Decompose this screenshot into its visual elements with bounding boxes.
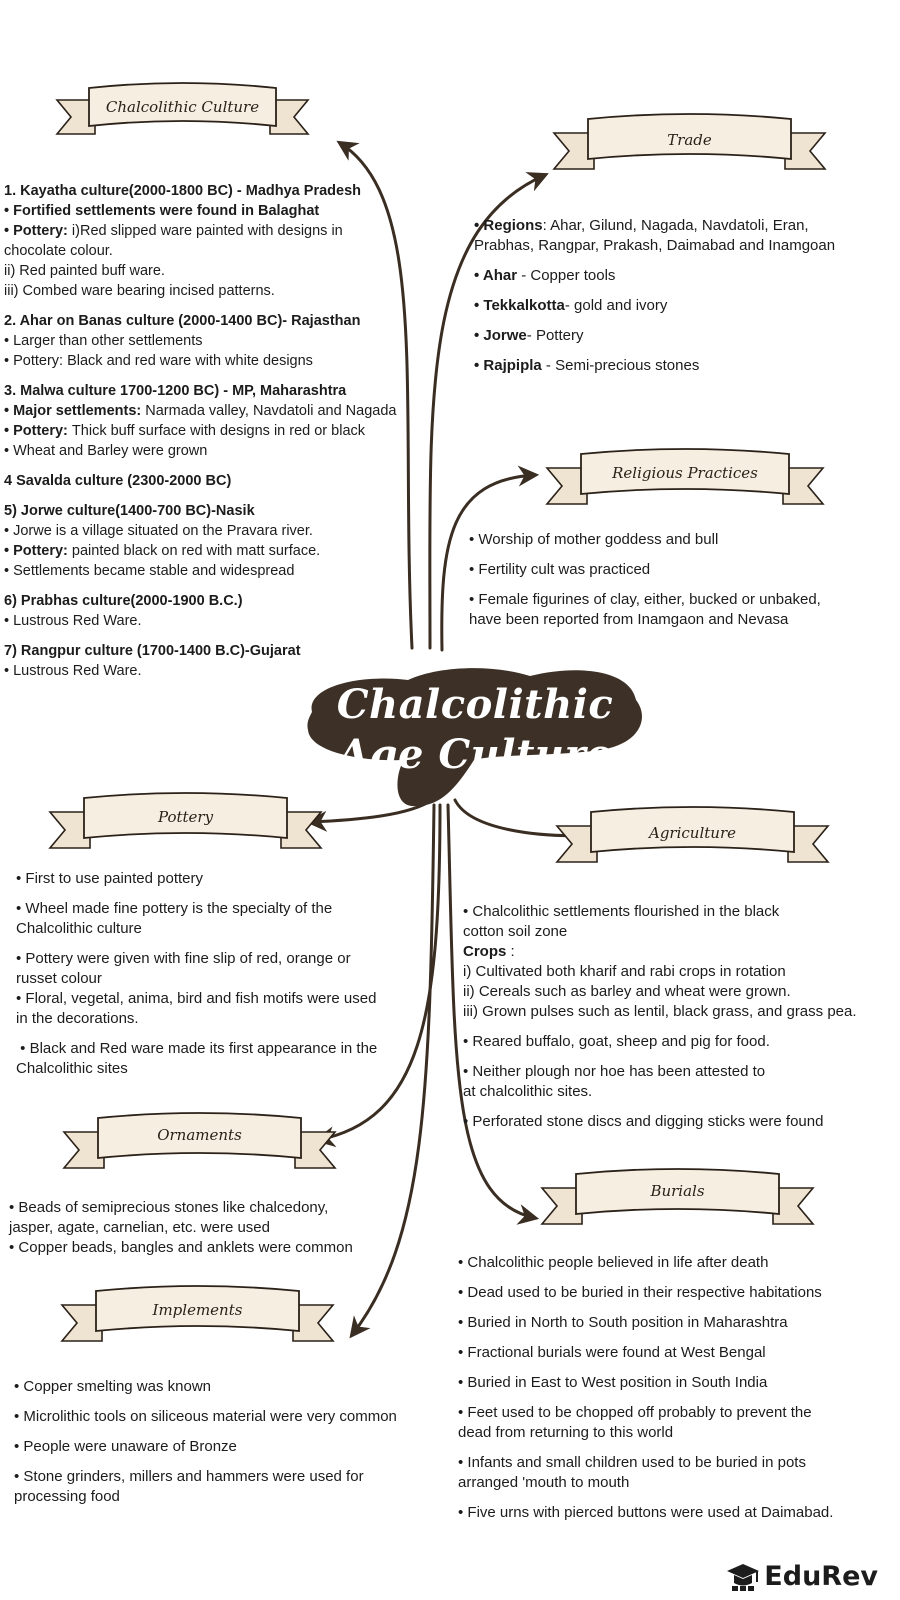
text-span: • Fertility cult was practiced: [469, 561, 651, 578]
text-line: [14, 1437, 444, 1457]
text-span: • Wheat and Barley were grown: [4, 443, 208, 459]
text-span: • First to use painted pottery: [16, 870, 204, 887]
text-span: • Jorwe: [474, 327, 527, 344]
line-gap: [474, 256, 874, 266]
text-line: [4, 311, 434, 331]
text-line: [463, 1112, 888, 1132]
line-gap: [14, 1397, 444, 1407]
banner-title: Pottery: [157, 808, 214, 826]
text-line: [16, 989, 416, 1009]
burials-list: [458, 1253, 878, 1523]
text-line: [4, 241, 434, 261]
line-gap: [16, 1029, 416, 1039]
text-span: • Perforated stone discs and digging sticks were found: [463, 1113, 824, 1130]
text-line: [458, 1313, 878, 1333]
text-span: in the decorations.: [16, 1010, 139, 1027]
text-line: [4, 421, 434, 441]
text-span: ii) Cereals such as barley and wheat were grown.: [463, 983, 791, 1000]
text-span: Crops: [463, 943, 507, 960]
line-gap: [4, 491, 434, 501]
text-span: • Five urns with pierced buttons were used at Daimabad.: [458, 1504, 834, 1521]
text-line: [463, 942, 888, 962]
text-line: [16, 919, 416, 939]
religious-practices-list: [469, 530, 869, 630]
brand-name: EduRev: [764, 1561, 878, 1592]
line-gap: [458, 1363, 878, 1373]
text-line: [458, 1473, 878, 1493]
text-line: [474, 326, 874, 346]
pottery-list: [16, 869, 416, 1079]
line-gap: [474, 346, 874, 356]
banner-ornaments: [62, 1112, 337, 1176]
text-line: [16, 949, 416, 969]
text-line: [4, 661, 434, 681]
text-span: Prabhas, Rangpar, Prakash, Daimabad and Inamgoan: [474, 237, 836, 254]
text-line: [463, 922, 888, 942]
banner-title: Chalcolithic Culture: [105, 98, 260, 116]
line-gap: [4, 301, 434, 311]
text-line: [463, 1062, 888, 1082]
text-span: • Reared buffalo, goat, sheep and pig for food.: [463, 1033, 770, 1050]
text-span: • Pottery:: [4, 223, 72, 239]
text-span: 5) Jorwe culture(1400-700 BC)-Nasik: [4, 503, 255, 519]
text-line: [474, 236, 874, 256]
text-line: [463, 982, 888, 1002]
text-line: [463, 902, 888, 922]
text-span: at chalcolithic sites.: [463, 1083, 593, 1100]
text-span: jasper, agate, carnelian, etc. were used: [9, 1219, 270, 1236]
text-span: • Lustrous Red Ware.: [4, 613, 142, 629]
text-line: [4, 441, 434, 461]
text-span: Thick buff surface with designs in red or black: [71, 423, 366, 439]
line-gap: [458, 1333, 878, 1343]
text-line: [4, 521, 434, 541]
text-line: [4, 471, 434, 491]
text-line: [469, 610, 869, 630]
text-line: [458, 1403, 878, 1423]
text-span: • Black and Red ware made its first appearance in the: [16, 1040, 378, 1057]
text-span: Narmada valley, Navdatoli and Nagada: [145, 403, 397, 419]
text-line: [4, 331, 434, 351]
text-line: [458, 1343, 878, 1363]
trade-list: [474, 216, 874, 376]
line-gap: [469, 550, 869, 560]
text-span: • Neither plough nor hoe has been attested to: [463, 1063, 766, 1080]
text-span: iii) Combed ware bearing incised patterns.: [4, 283, 275, 299]
text-line: [4, 641, 434, 661]
line-gap: [458, 1443, 878, 1453]
text-span: • Ahar: [474, 267, 518, 284]
text-line: [16, 869, 416, 889]
text-line: [14, 1467, 444, 1487]
banner-title: Implements: [152, 1301, 243, 1319]
banner-burials: [540, 1168, 815, 1232]
banner-title: Trade: [667, 131, 712, 149]
text-span: • Fortified settlements were found in Balaghat: [4, 203, 320, 219]
text-line: [474, 266, 874, 286]
text-line: [16, 1009, 416, 1029]
text-line: [14, 1407, 444, 1427]
text-line: [463, 1082, 888, 1102]
text-line: [4, 401, 434, 421]
text-line: [463, 962, 888, 982]
banner-agriculture: [555, 806, 830, 870]
text-span: • Settlements became stable and widespread: [4, 563, 295, 579]
text-line: [9, 1238, 409, 1258]
text-line: [469, 590, 869, 610]
text-span: - Pottery: [526, 327, 584, 344]
banner-title: Burials: [650, 1182, 705, 1200]
text-line: [4, 201, 434, 221]
text-span: • Chalcolithic settlements flourished in the black: [463, 903, 780, 920]
line-gap: [463, 1022, 888, 1032]
text-span: • Beads of semiprecious stones like chalcedony,: [9, 1199, 329, 1216]
ornaments-list: [9, 1198, 409, 1258]
text-line: [4, 381, 434, 401]
text-span: • People were unaware of Bronze: [14, 1438, 237, 1455]
text-line: [4, 181, 434, 201]
text-span: Chalcolithic sites: [16, 1060, 128, 1077]
text-line: [4, 541, 434, 561]
text-line: [14, 1487, 444, 1507]
text-line: [474, 356, 874, 376]
text-span: processing food: [14, 1488, 120, 1505]
line-gap: [4, 581, 434, 591]
text-line: [9, 1218, 409, 1238]
line-gap: [458, 1273, 878, 1283]
text-span: : Ahar, Gilund, Nagada, Navdatoli, Eran,: [542, 217, 809, 234]
text-line: [469, 560, 869, 580]
line-gap: [14, 1457, 444, 1467]
text-span: • Regions: [474, 217, 543, 234]
text-span: • Fractional burials were found at West Bengal: [458, 1344, 766, 1361]
text-span: dead from returning to this world: [458, 1424, 674, 1441]
text-line: [458, 1453, 878, 1473]
chalcolithic-culture-list: [4, 181, 434, 681]
text-line: [4, 591, 434, 611]
text-span: • Copper smelting was known: [14, 1378, 212, 1395]
text-span: 1. Kayatha culture(2000-1800 BC) - Madhya Pradesh: [4, 183, 361, 199]
text-line: [458, 1283, 878, 1303]
edurev-logo: [726, 1561, 878, 1592]
text-line: [4, 351, 434, 371]
text-line: [4, 611, 434, 631]
line-gap: [469, 580, 869, 590]
text-line: [474, 216, 874, 236]
implements-list: [14, 1377, 444, 1507]
banner-title: Agriculture: [649, 824, 736, 842]
text-line: [16, 1039, 416, 1059]
text-span: arranged 'mouth to mouth: [458, 1474, 630, 1491]
text-line: [458, 1373, 878, 1393]
banner-trade: [552, 113, 827, 177]
line-gap: [474, 316, 874, 326]
line-gap: [4, 371, 434, 381]
text-span: 7) Rangpur culture (1700-1400 B.C)-Gujarat: [4, 643, 301, 659]
text-span: • Floral, vegetal, anima, bird and fish motifs were used: [16, 990, 377, 1007]
text-line: [474, 296, 874, 316]
text-span: :: [506, 943, 515, 960]
line-gap: [458, 1393, 878, 1403]
text-span: i) Cultivated both kharif and rabi crops in rotation: [463, 963, 786, 980]
text-span: • Larger than other settlements: [4, 333, 203, 349]
text-span: • Pottery: Black and red ware with white designs: [4, 353, 313, 369]
line-gap: [463, 1052, 888, 1062]
text-line: [16, 1059, 416, 1079]
text-span: cotton soil zone: [463, 923, 568, 940]
text-span: 3. Malwa culture 1700-1200 BC) - MP, Maharashtra: [4, 383, 347, 399]
text-span: • Lustrous Red Ware.: [4, 663, 142, 679]
banner-implements: [60, 1285, 335, 1349]
text-span: - gold and ivory: [564, 297, 668, 314]
line-gap: [458, 1493, 878, 1503]
banner-pottery: [48, 792, 323, 856]
text-span: • Rajpipla: [474, 357, 542, 374]
line-gap: [458, 1303, 878, 1313]
text-line: [16, 969, 416, 989]
text-line: [469, 530, 869, 550]
line-gap: [4, 631, 434, 641]
scroll-banner-shape: [540, 1168, 815, 1232]
text-line: [9, 1198, 409, 1218]
text-span: - Semi-precious stones: [541, 357, 700, 374]
text-line: [4, 501, 434, 521]
banner-title: Religious Practices: [612, 464, 758, 482]
center-title: Chalcolithic Age Culture: [336, 681, 614, 778]
text-span: • Pottery were given with fine slip of red, orange or: [16, 950, 351, 967]
text-span: chocolate colour.: [4, 243, 113, 259]
text-span: have been reported from Inamgaon and Nevasa: [469, 611, 789, 628]
text-span: 6) Prabhas culture(2000-1900 B.C.): [4, 593, 243, 609]
scroll-banner-shape: [62, 1112, 337, 1176]
text-line: [458, 1503, 878, 1523]
text-line: [458, 1423, 878, 1443]
text-span: • Worship of mother goddess and bull: [469, 531, 719, 548]
text-span: • Buried in North to South position in Maharashtra: [458, 1314, 788, 1331]
text-span: • Buried in East to West position in South India: [458, 1374, 768, 1391]
agriculture-list: [463, 902, 888, 1132]
text-line: [458, 1253, 878, 1273]
text-span: Chalcolithic culture: [16, 920, 142, 937]
text-span: • Female figurines of clay, either, bucked or unbaked,: [469, 591, 821, 608]
text-span: • Pottery:: [4, 543, 72, 559]
text-span: • Wheel made fine pottery is the specialty of the: [16, 900, 333, 917]
text-span: • Microlithic tools on siliceous material were very common: [14, 1408, 397, 1425]
text-span: ii) Red painted buff ware.: [4, 263, 165, 279]
text-span: • Chalcolithic people believed in life after death: [458, 1254, 769, 1271]
text-span: - Copper tools: [517, 267, 616, 284]
text-line: [14, 1377, 444, 1397]
text-span: • Copper beads, bangles and anklets were common: [9, 1239, 353, 1256]
line-gap: [14, 1427, 444, 1437]
banner-chalcolithic: [55, 82, 310, 142]
text-span: iii) Grown pulses such as lentil, black grass, and grass pea.: [463, 1003, 857, 1020]
text-line: [4, 281, 434, 301]
text-span: • Jorwe is a village situated on the Pravara river.: [4, 523, 313, 539]
text-span: i)Red slipped ware painted with designs in: [71, 223, 343, 239]
text-span: • Infants and small children used to be buried in pots: [458, 1454, 806, 1471]
line-gap: [16, 939, 416, 949]
text-line: [4, 221, 434, 241]
text-span: • Pottery:: [4, 423, 72, 439]
text-line: [463, 1032, 888, 1052]
graduation-cap-icon: [726, 1562, 760, 1592]
line-gap: [463, 1102, 888, 1112]
text-span: painted black on red with matt surface.: [71, 543, 321, 559]
text-span: • Stone grinders, millers and hammers were used for: [14, 1468, 364, 1485]
text-span: • Dead used to be buried in their respective habitations: [458, 1284, 822, 1301]
banner-title: Ornaments: [157, 1126, 242, 1144]
text-line: [4, 261, 434, 281]
text-span: • Major settlements:: [4, 403, 146, 419]
text-span: 2. Ahar on Banas culture (2000-1400 BC)- Rajasthan: [4, 313, 361, 329]
line-gap: [474, 286, 874, 296]
text-line: [16, 899, 416, 919]
banner-religious: [545, 448, 825, 512]
text-line: [463, 1002, 888, 1022]
text-span: 4 Savalda culture (2300-2000 BC): [4, 473, 232, 489]
text-span: russet colour: [16, 970, 102, 987]
line-gap: [4, 461, 434, 471]
text-span: • Tekkalkotta: [474, 297, 565, 314]
text-span: • Feet used to be chopped off probably to prevent the: [458, 1404, 812, 1421]
text-line: [4, 561, 434, 581]
line-gap: [16, 889, 416, 899]
